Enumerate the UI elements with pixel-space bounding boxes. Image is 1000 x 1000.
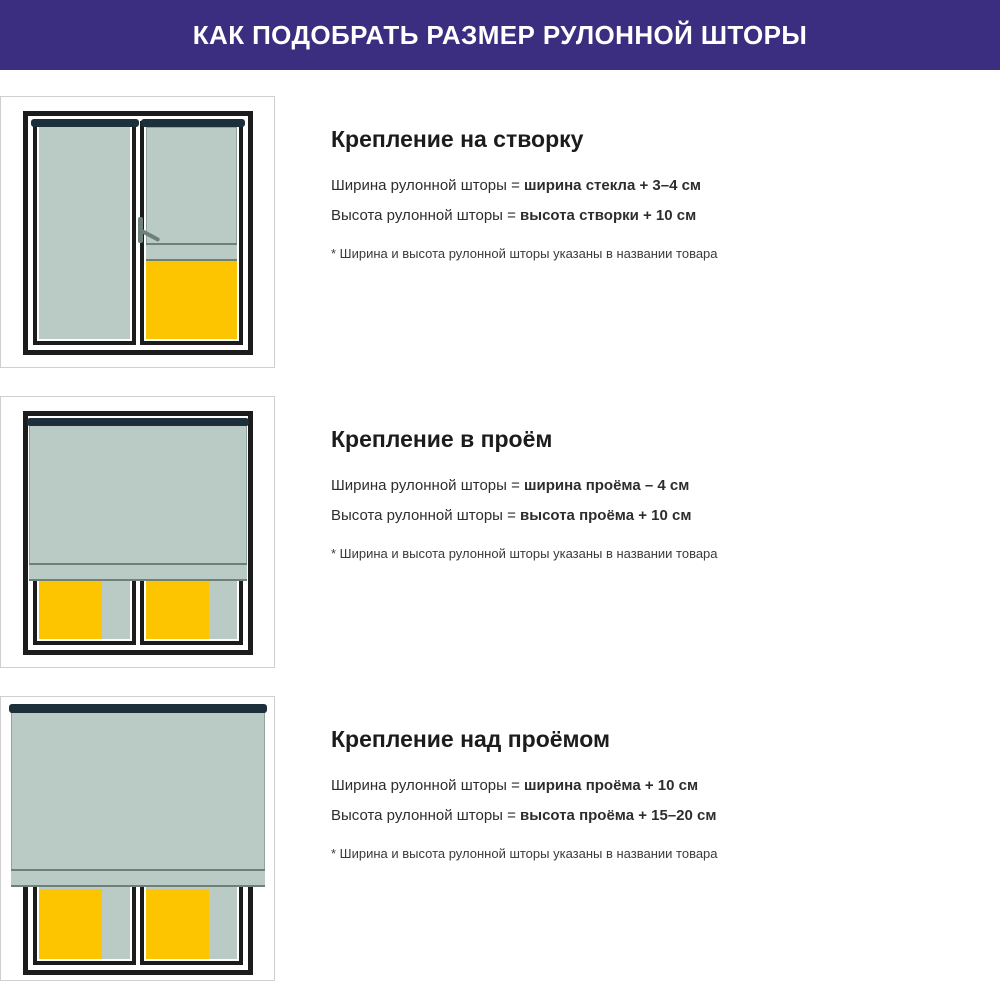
section-note-2: * Ширина и высота рулонной шторы указаны в названии товара xyxy=(331,546,718,561)
roller-blind-fabric-icon xyxy=(146,127,237,247)
roller-blind-bottom-bar-icon xyxy=(146,243,237,261)
formula-width-2 xyxy=(331,477,1000,494)
section-nad-proemom xyxy=(0,696,1000,981)
formula-height-prefix-1: Высота рулонной шторы = xyxy=(331,207,521,224)
roller-blind-bottom-bar-icon xyxy=(11,869,265,887)
sections-container xyxy=(0,70,1000,981)
formula-width-prefix-3: Ширина рулонной шторы = xyxy=(331,777,525,794)
text-block-3 xyxy=(275,696,1000,861)
illustration-window-blind-above-opening xyxy=(0,696,275,981)
section-na-stvorku xyxy=(0,96,1000,368)
text-block-1 xyxy=(275,96,1000,261)
uncovered-area-highlight-right xyxy=(146,889,209,959)
formula-height-value-1: высота створки + 10 см xyxy=(520,207,697,224)
section-note-1: * Ширина и высота рулонной шторы указаны в названии товара xyxy=(331,246,718,261)
page-title: КАК ПОДОБРАТЬ РАЗМЕР РУЛОННОЙ ШТОРЫ xyxy=(192,19,808,50)
window-left-glass-icon xyxy=(39,127,130,339)
formula-width-prefix-1: Ширина рулонной шторы = xyxy=(331,177,525,194)
formula-height-2 xyxy=(331,507,1000,524)
formula-height-value-2: высота проёма + 10 см xyxy=(520,507,692,524)
illustration-wrap-1 xyxy=(0,96,275,368)
formula-width-1 xyxy=(331,177,1000,194)
page-header xyxy=(0,0,1000,70)
formula-height-1 xyxy=(331,207,1000,224)
illustration-wrap-3 xyxy=(0,696,275,981)
illustration-window-blind-inside-opening xyxy=(0,396,275,668)
roller-blind-fabric-icon xyxy=(29,423,247,568)
formula-width-3 xyxy=(331,777,1000,794)
uncovered-area-highlight-right xyxy=(146,579,209,639)
illustration-window-two-sash-blind-on-right-sash xyxy=(0,96,275,368)
formula-height-value-3: высота проёма + 15–20 см xyxy=(520,807,717,824)
roller-tube-left-icon xyxy=(31,119,139,127)
text-block-2 xyxy=(275,396,1000,561)
formula-height-prefix-3: Высота рулонной шторы = xyxy=(331,807,521,824)
roller-tube-icon xyxy=(27,418,249,426)
roller-blind-fabric-icon xyxy=(11,709,265,874)
roller-tube-icon xyxy=(9,704,267,713)
section-note-3: * Ширина и высота рулонной шторы указаны в названии товара xyxy=(331,846,718,861)
formula-width-value-3: ширина проёма + 10 см xyxy=(524,777,699,794)
formula-height-3 xyxy=(331,807,1000,824)
formula-width-value-1: ширина стекла + 3–4 см xyxy=(524,177,702,194)
formula-width-value-2: ширина проёма – 4 см xyxy=(524,477,690,494)
illustration-wrap-2 xyxy=(0,396,275,668)
section-title-3: Крепление над проёмом xyxy=(331,726,611,752)
uncovered-area-highlight xyxy=(146,260,237,339)
section-v-proem xyxy=(0,396,1000,668)
roller-tube-right-icon xyxy=(141,119,245,127)
section-title-2: Крепление в проём xyxy=(331,426,553,452)
formula-height-prefix-2: Высота рулонной шторы = xyxy=(331,507,521,524)
uncovered-area-highlight-left xyxy=(39,889,102,959)
roller-blind-bottom-bar-icon xyxy=(29,563,247,581)
uncovered-area-highlight-left xyxy=(39,579,102,639)
section-title-1: Крепление на створку xyxy=(331,126,584,152)
formula-width-prefix-2: Ширина рулонной шторы = xyxy=(331,477,525,494)
